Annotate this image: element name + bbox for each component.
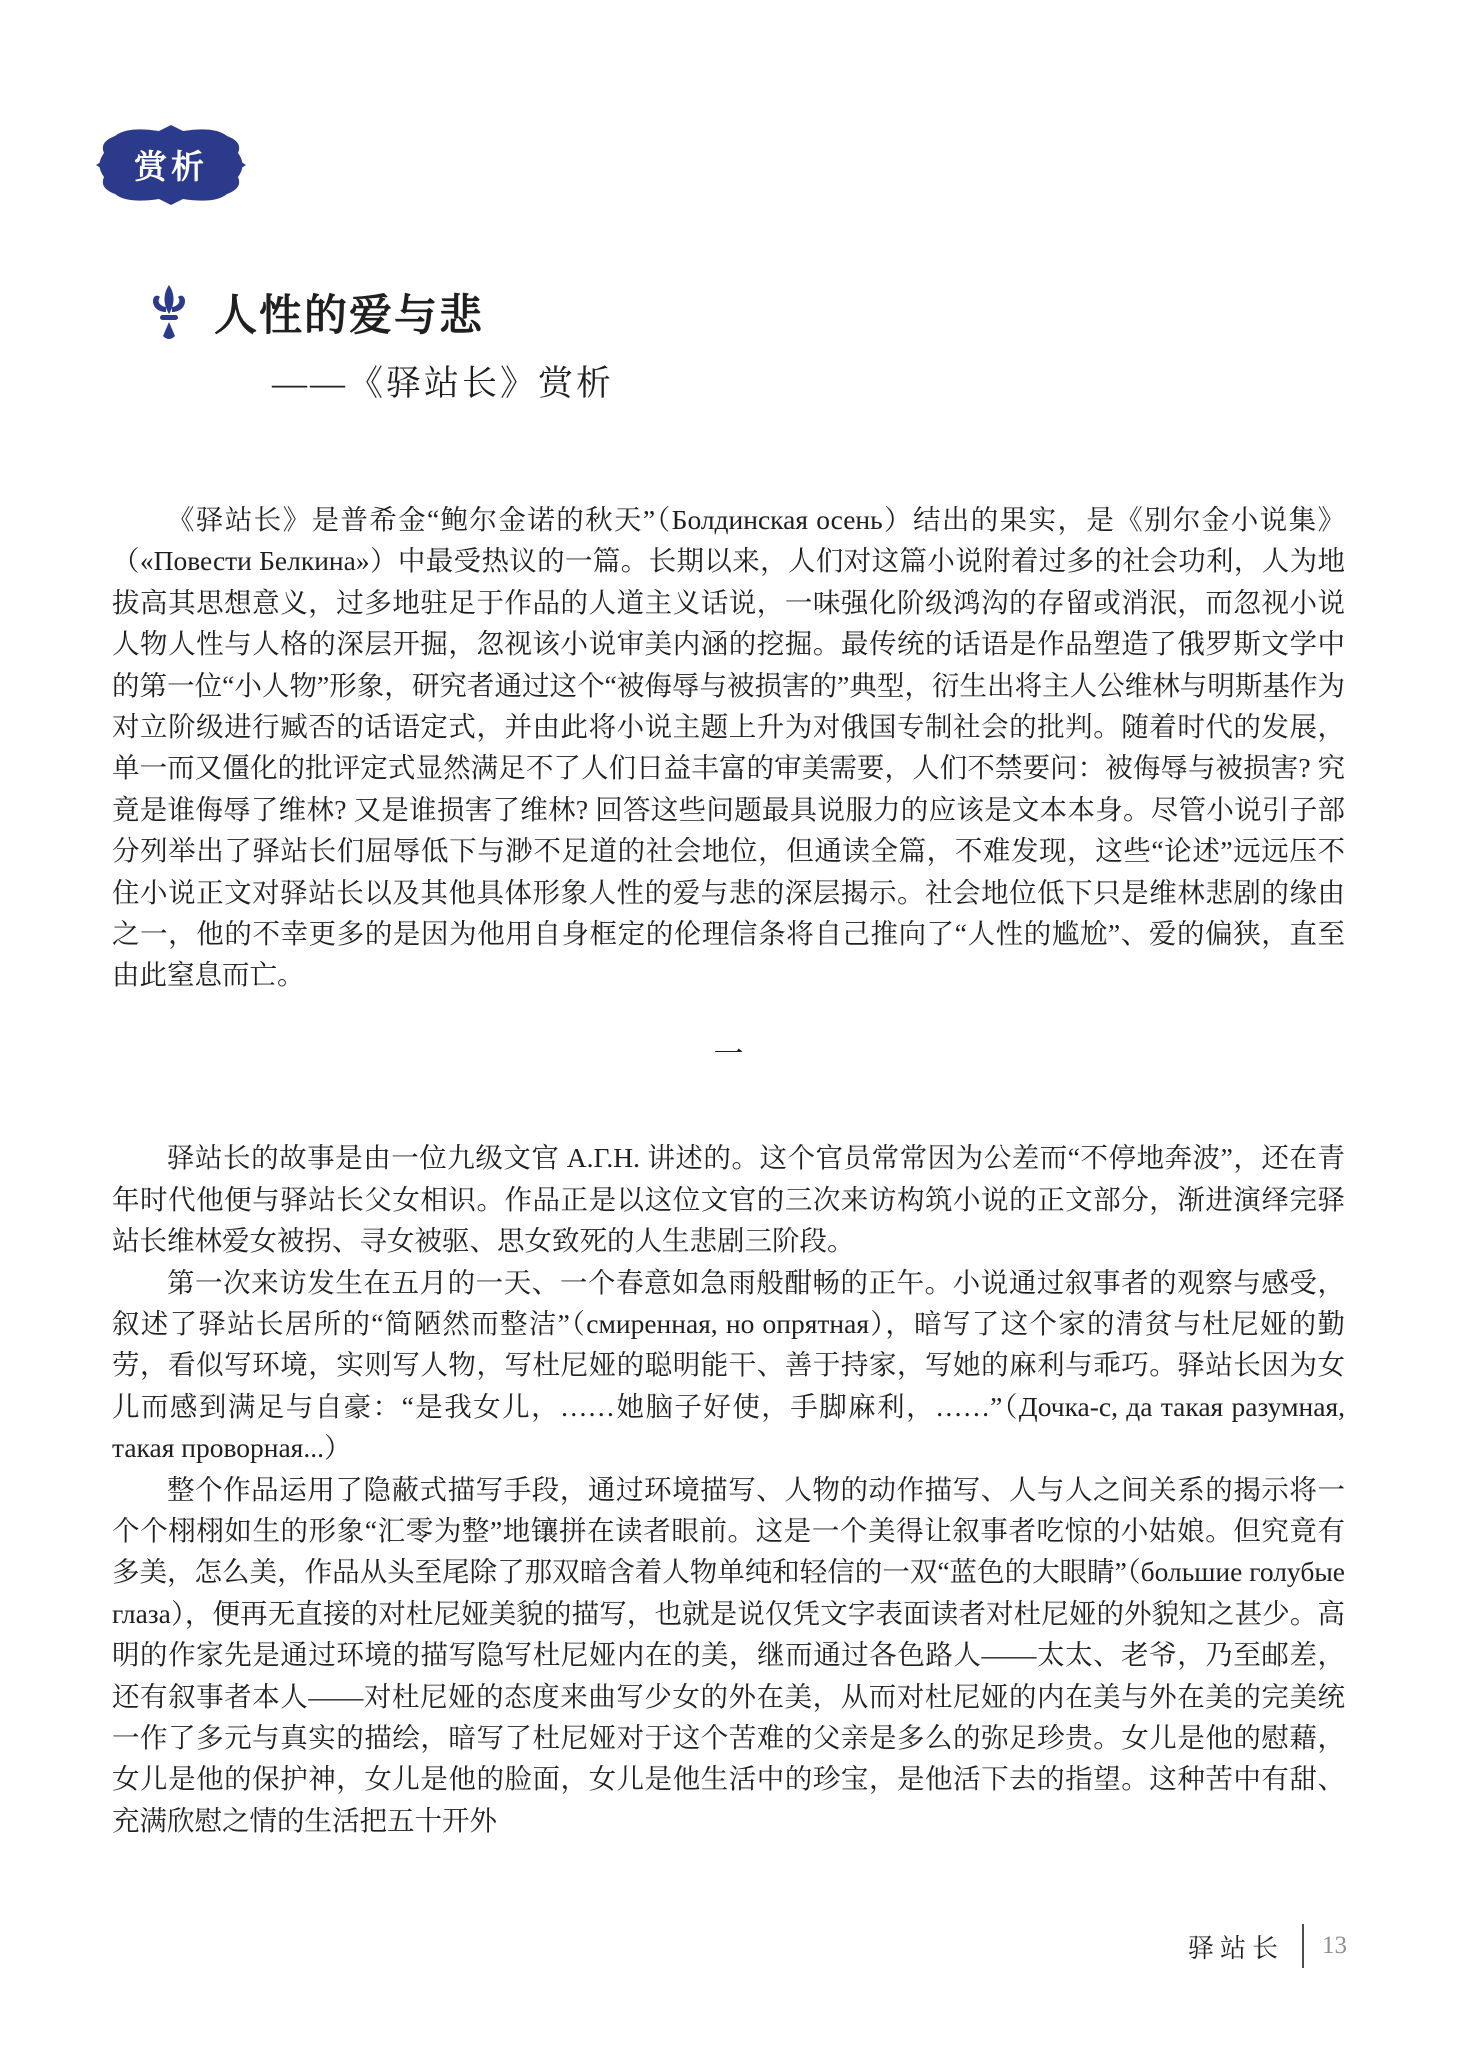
badge-label: 赏析 (134, 147, 208, 185)
article-subtitle: ——《驿站长》赏析 (272, 364, 615, 403)
running-title: 驿站长 (1187, 1933, 1284, 1963)
paragraph-1: 《驿站长》是普希金“鲍尔金诺的秋天”（Болдинская осень）结出的果实，是《别尔金小说集》（«Повести Белкина»）中最受热议的一篇。长期以来，人们对这篇小说附着过多的社会功利，人为地拔高其思想意义，过多地驻足于作品的人道主义话说，一味强化阶级鸿沟的存留或消泯，而忽视小说人物人性与人格的深层开掘，忽视该小说审美内涵的挖掘。最传统的话语是作品塑造了俄罗斯文学中的第一位“小人物”形象，研究者通过这个“被侮辱与被损害的”典型，衍生出将主人公维林与明斯基作为对立阶级进行臧否的话语定式，并由此将小说主题上升为对俄国专制社会的批判。随着时代的发展，单一而又僵化的批评定式显然满足不了人们日益丰富的审美需要，人们不禁要问：被侮辱与被损害? 究竟是谁侮辱了维林? 又是谁损害了维林? 回答这些问题最具说服力的应该是文本本身。尽管小说引子部分列举出了驿站长们屈辱低下与渺不足道的社会地位，但通读全篇，不难发现，这些“论述”远远压不住小说正文对驿站长以及其他具体形象人性的爱与悲的深层揭示。社会地位低下只是维林悲剧的缘由之一，他的不幸更多的是因为他用自身框定的伦理信条将自己推向了“人性的尴尬”、爱的偏狭，直至由此窒息而亡。 (112, 504, 1345, 991)
paragraph-2: 驿站长的故事是由一位九级文官 А.Г.Н. 讲述的。这个官员常常因为公差而“不停地奔波”，还在青年时代他便与驿站长父女相识。作品正是以这位文官的三次来访构筑小说的正文部分，渐进演绎完驿站长维林爱女被拐、寻女被驱、思女致死的人生悲剧三阶段。 (112, 1142, 1345, 1257)
page-number: 13 (1322, 1932, 1347, 1959)
paragraph-4: 整个作品运用了隐蔽式描写手段，通过环境描写、人物的动作描写、人与人之间关系的揭示将一个个栩栩如生的形象“汇零为整”地镶拼在读者眼前。这是一个美得让叙事者吃惊的小姑娘。但究竟有多美，怎么美，作品从头至尾除了那双暗含着人物单纯和轻信的一双“蓝色的大眼睛”（большие голубые глаза），便再无直接的对杜尼娅美貌的描写，也就是说仅凭文字表面读者对杜尼娅的外貌知之甚少。高明的作家先是通过环境的描写隐写杜尼娅内在的美，继而通过各色路人——太太、老爷，乃至邮差，还有叙事者本人——对杜尼娅的态度来曲写少女的外在美，从而对杜尼娅的内在美与外在美的完美统一作了多元与真实的描绘，暗写了杜尼娅对于这个苦难的父亲是多么的弥足珍贵。女儿是他的慰藉，女儿是他的保护神，女儿是他的脸面，女儿是他生活中的珍宝，是他活下去的指望。这种苦中有甜、充满欣慰之情的生活把五十开外 (112, 1473, 1345, 1836)
footer-divider (1302, 1924, 1304, 1968)
article-title-row (152, 282, 484, 344)
paragraph-3: 第一次来访发生在五月的一天、一个春意如急雨般酣畅的正午。小说通过叙事者的观察与感受，叙述了驿站长居所的“简陋然而整洁”（смиренная, но опрятная），暗写了这个家的清贫与杜尼娅的勤劳，看似写环境，实则写人物，写杜尼娅的聪明能干、善于持家，写她的麻利与乖巧。驿站长因为女儿而感到满足与自豪：“是我女儿，……她脑子好使，手脚麻利，……”（Дочка-с, да такая разумная, такая проворная...） (112, 1266, 1345, 1464)
appreciation-badge (95, 122, 247, 208)
article-body (112, 499, 1345, 1841)
page-footer (1188, 1924, 1347, 1968)
article-title: 人性的爱与悲 (214, 293, 484, 340)
fleur-de-lis-icon (152, 284, 186, 344)
section-number-one: 一 (713, 1037, 744, 1071)
